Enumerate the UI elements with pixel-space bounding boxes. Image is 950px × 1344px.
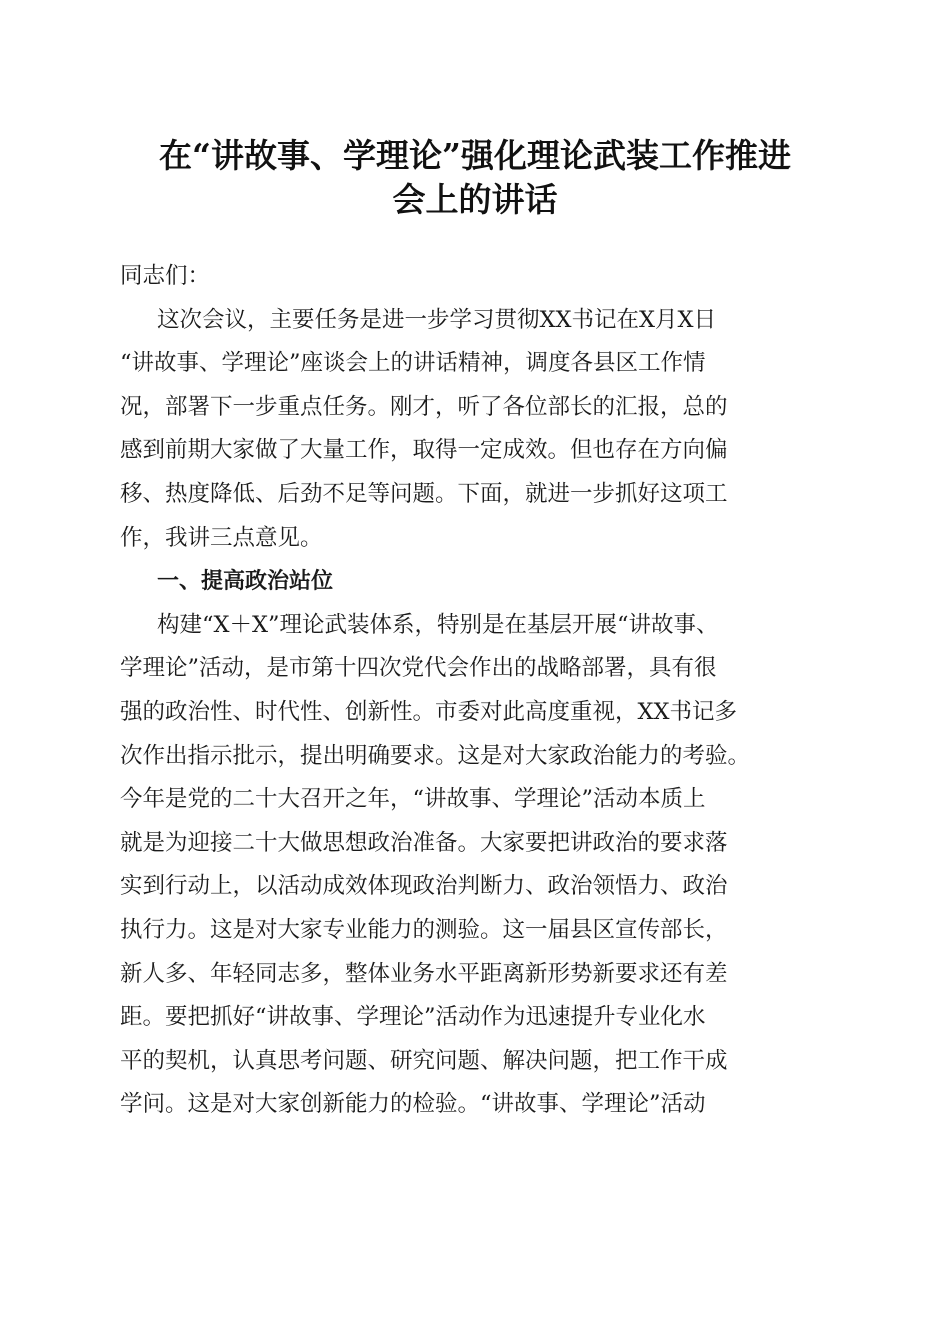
paragraph-line: 新人多、年轻同志多，整体业务水平距离新形势新要求还有差 bbox=[120, 960, 728, 987]
paragraph-line: “讲故事、学理论”座谈会上的讲话精神，调度各县区工作情 bbox=[120, 350, 706, 377]
paragraph-line: 次作出指示批示，提出明确要求。这是对大家政治能力的考验。 bbox=[120, 742, 751, 769]
paragraph-line: 距。要把抓好“讲故事、学理论”活动作为迅速提升专业化水 bbox=[120, 1004, 706, 1031]
title-line-1: 在“讲故事、学理论”强化理论武装工作推进 bbox=[159, 136, 791, 175]
section-heading: 一、提高政治站位 bbox=[157, 569, 334, 595]
document-title bbox=[100, 134, 850, 222]
paragraph-line: 就是为迎接二十大做思想政治准备。大家要把讲政治的要求落 bbox=[120, 829, 728, 856]
title-line-2: 会上的讲话 bbox=[392, 180, 558, 219]
paragraph-line: 学理论”活动，是市第十四次党代会作出的战略部署，具有很 bbox=[120, 655, 717, 682]
paragraph-line: 平的契机，认真思考问题、研究问题、解决问题，把工作干成 bbox=[120, 1047, 728, 1074]
document-body bbox=[120, 255, 840, 1127]
paragraph-line: 今年是党的二十大召开之年，“讲故事、学理论”活动本质上 bbox=[120, 786, 706, 813]
paragraph-line: 执行力。这是对大家专业能力的测验。这一届县区宣传部长， bbox=[120, 916, 728, 943]
paragraph-line: 学问。这是对大家创新能力的检验。“讲故事、学理论”活动 bbox=[120, 1091, 706, 1118]
paragraph-line: 况，部署下一步重点任务。刚才，听了各位部长的汇报，总的 bbox=[120, 393, 728, 420]
paragraph-line: 强的政治性、时代性、创新性。市委对此高度重视，XX书记多 bbox=[120, 698, 738, 725]
paragraph-line: 感到前期大家做了大量工作，取得一定成效。但也存在方向偏 bbox=[120, 437, 728, 464]
paragraph-line: 实到行动上，以活动成效体现政治判断力、政治领悟力、政治 bbox=[120, 873, 728, 900]
paragraph-line: 移、热度降低、后劲不足等问题。下面，就进一步抓好这项工 bbox=[120, 480, 728, 507]
paragraph-line: 作，我讲三点意见。 bbox=[120, 524, 323, 551]
paragraph-line: 这次会议，主要任务是进一步学习贯彻XX书记在X月X日 bbox=[157, 306, 717, 333]
salutation: 同志们： bbox=[120, 263, 211, 289]
paragraph-line: 构建“X＋X”理论武装体系，特别是在基层开展“讲故事、 bbox=[157, 611, 719, 638]
